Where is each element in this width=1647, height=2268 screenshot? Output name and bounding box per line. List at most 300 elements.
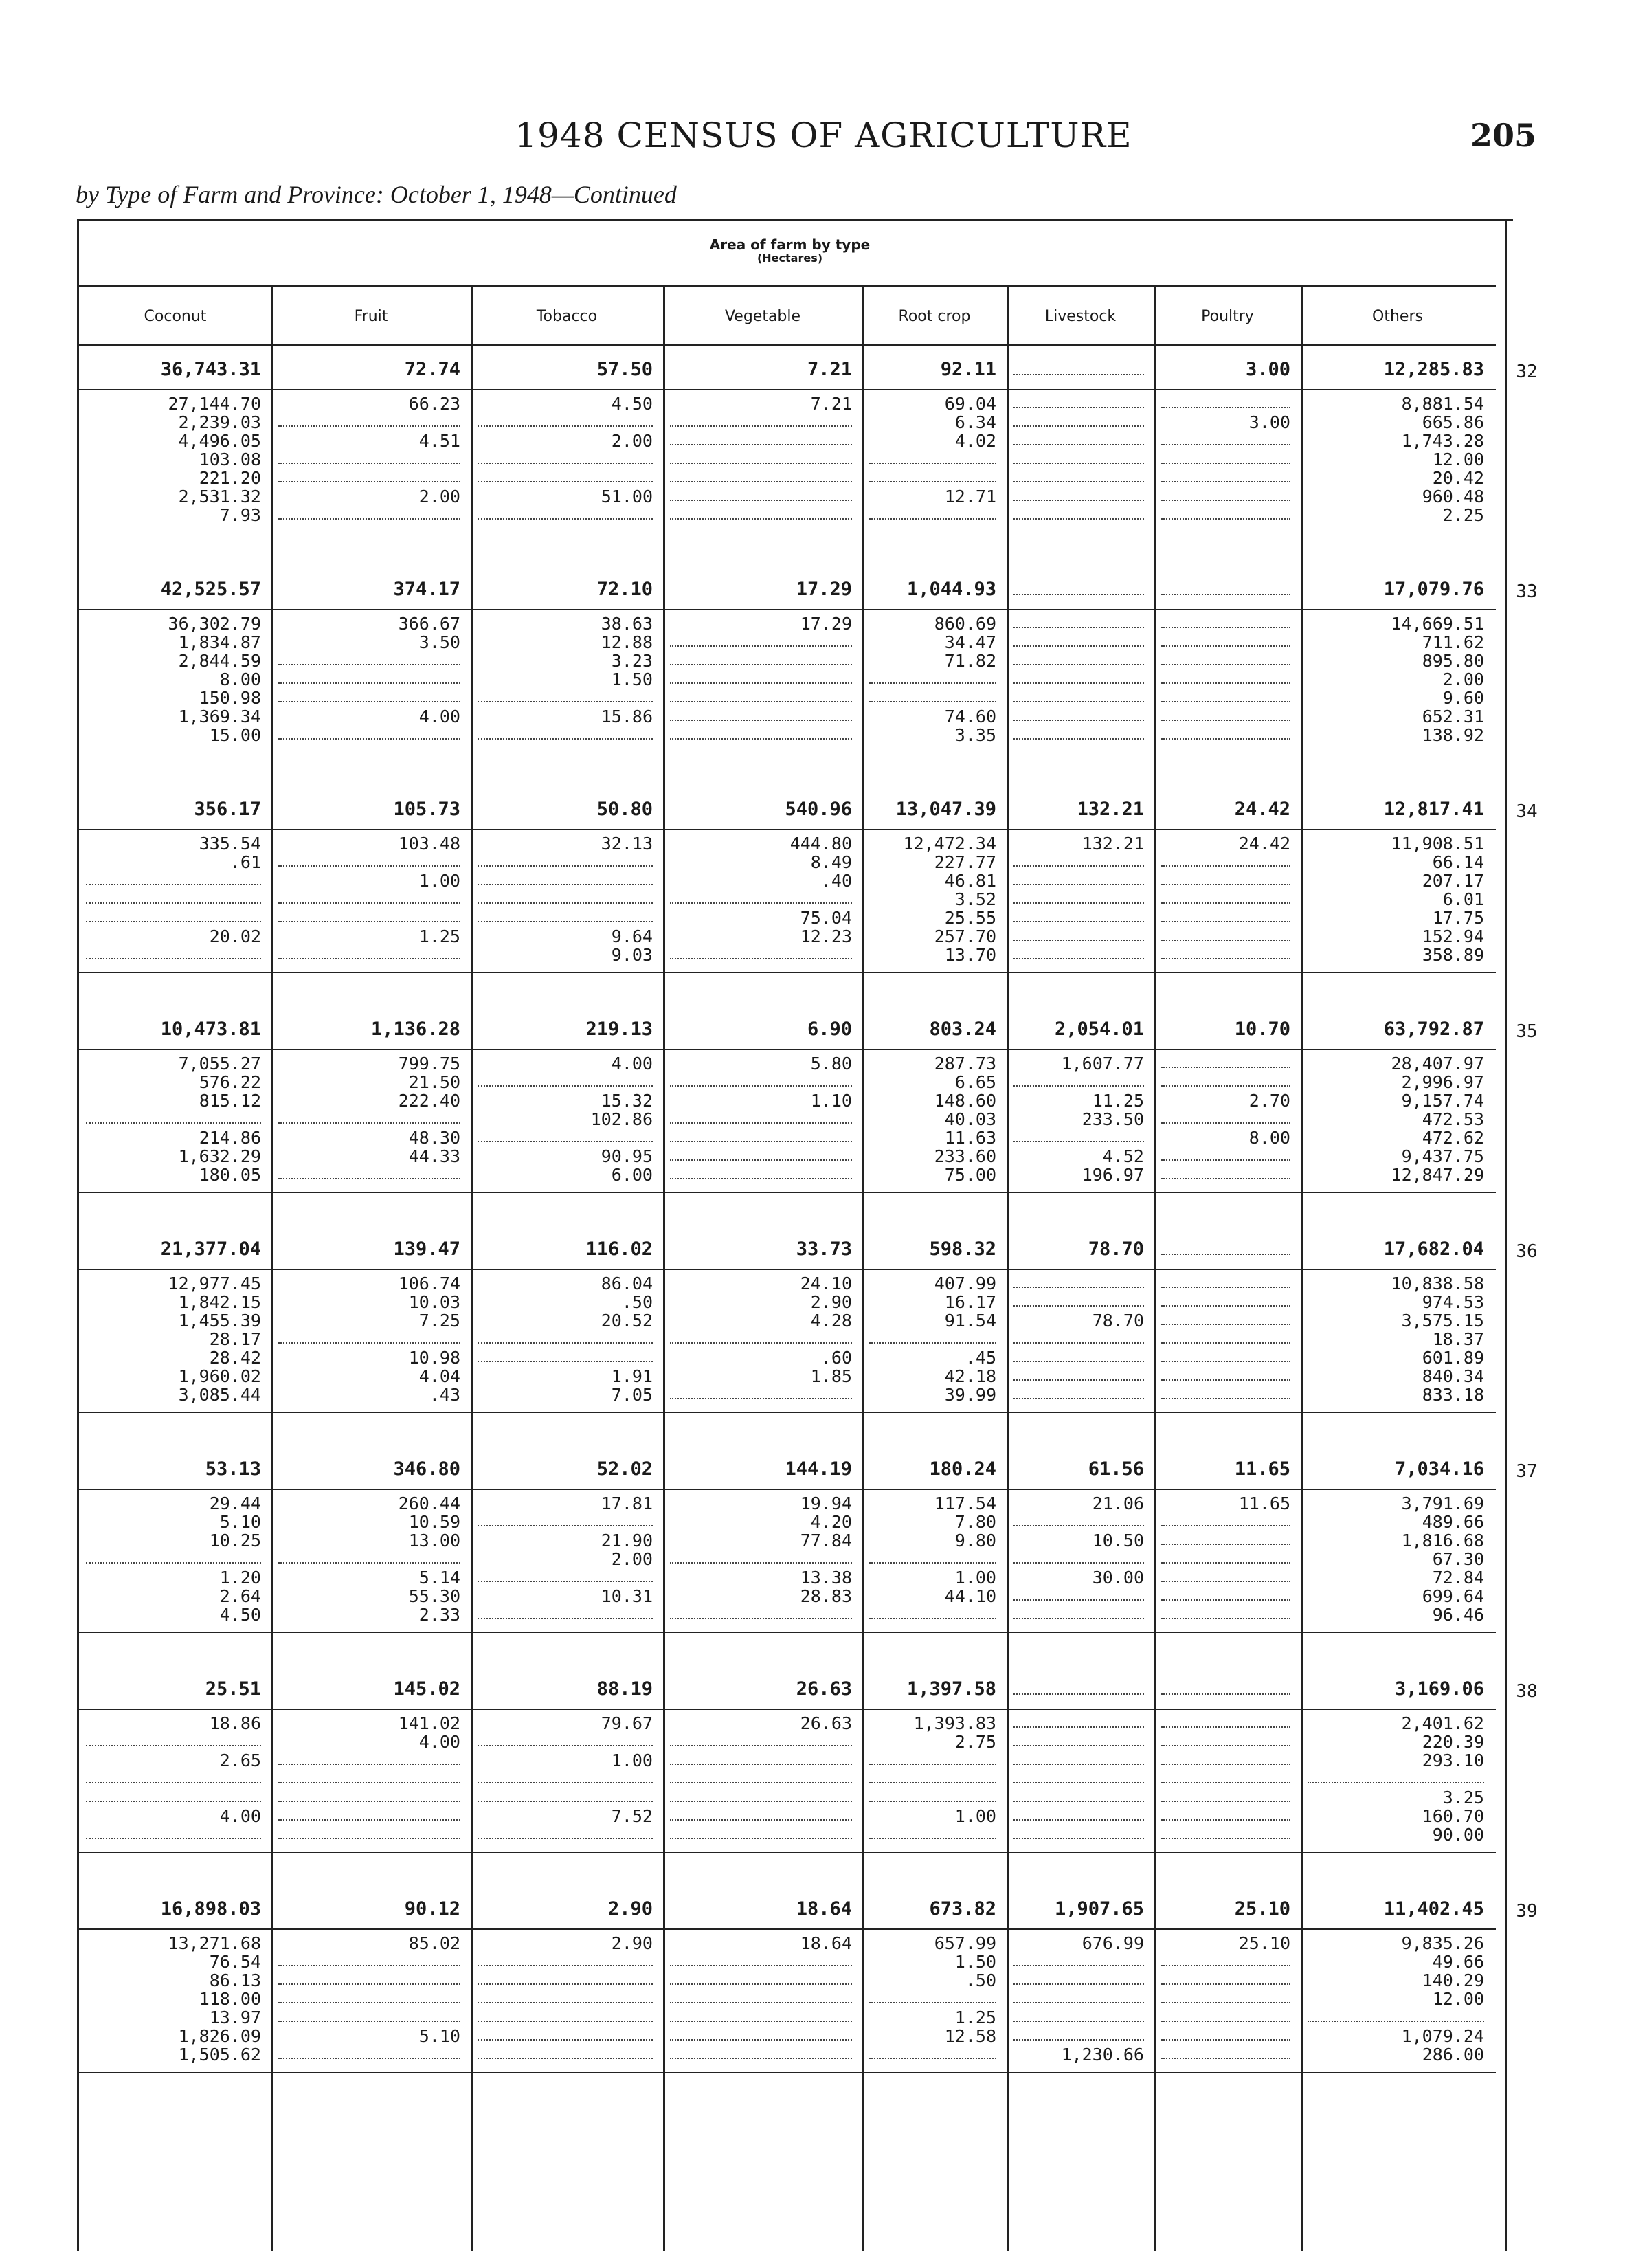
- empty-cell: [478, 2027, 653, 2041]
- table-cell: 711.62: [1422, 632, 1484, 652]
- empty-cell: [1161, 581, 1290, 595]
- total-cell: 12,817.41: [1383, 799, 1484, 820]
- total-cell: 16,898.03: [160, 1898, 261, 1920]
- empty-cell: [670, 726, 852, 740]
- empty-cell: [478, 506, 653, 520]
- empty-cell: [1013, 413, 1144, 427]
- empty-cell: [1161, 1587, 1290, 1601]
- empty-cell: [1013, 1293, 1144, 1307]
- total-rule: [77, 1049, 1496, 1050]
- table-cell: 132.21: [1082, 834, 1144, 854]
- empty-cell: [670, 432, 852, 445]
- empty-cell: [1013, 1513, 1144, 1526]
- empty-cell: [869, 1330, 996, 1344]
- table-cell: 3.52: [954, 889, 996, 909]
- total-cell: 219.13: [585, 1019, 653, 1040]
- table-cell: 17.81: [601, 1493, 653, 1513]
- table-cell: 7.05: [611, 1385, 653, 1405]
- empty-cell: [1013, 1587, 1144, 1601]
- table-cell: 38.63: [601, 614, 653, 634]
- total-rule: [77, 1489, 1496, 1490]
- empty-cell: [1013, 581, 1144, 595]
- table-cell: 102.86: [590, 1109, 653, 1129]
- empty-cell: [478, 450, 653, 464]
- table-cell: 44.33: [408, 1146, 460, 1166]
- empty-cell: [1013, 1367, 1144, 1381]
- total-cell: 61.56: [1088, 1458, 1144, 1480]
- empty-cell: [478, 1568, 653, 1582]
- table-cell: 78.70: [1092, 1311, 1144, 1331]
- empty-cell: [1013, 890, 1144, 904]
- table-cell: 140.29: [1422, 1970, 1484, 1990]
- empty-cell: [1161, 1681, 1290, 1695]
- group-header-label: Area of farm by type: [709, 236, 871, 253]
- table-cell: 66.14: [1432, 852, 1484, 872]
- table-cell: 21.06: [1092, 1493, 1144, 1513]
- empty-cell: [670, 1605, 852, 1619]
- empty-cell: [869, 1825, 996, 1839]
- empty-cell: [1013, 1751, 1144, 1765]
- empty-cell: [670, 1990, 852, 2003]
- empty-cell: [1161, 1825, 1290, 1839]
- table-cell: 366.67: [398, 614, 460, 634]
- empty-cell: [1013, 726, 1144, 740]
- table-cell: 2.00: [611, 431, 653, 451]
- table-cell: 8.00: [219, 669, 261, 689]
- empty-cell: [1161, 394, 1290, 408]
- table-cell: 4.51: [418, 431, 460, 451]
- column-header: Fruit: [354, 307, 388, 325]
- empty-cell: [1161, 1147, 1290, 1161]
- empty-cell: [478, 1971, 653, 1985]
- table-cell: .45: [965, 1348, 996, 1368]
- table-cell: 55.30: [408, 1586, 460, 1606]
- empty-cell: [478, 413, 653, 427]
- table-cell: 1,505.62: [178, 2045, 261, 2065]
- column-header-rule: [77, 344, 1496, 346]
- table-cell: 25.55: [944, 908, 996, 928]
- empty-cell: [478, 2008, 653, 2022]
- table-cell: 4.04: [418, 1366, 460, 1386]
- table-cell: 15.32: [601, 1091, 653, 1111]
- empty-cell: [670, 487, 852, 501]
- table-cell: 9.60: [1442, 688, 1484, 708]
- empty-cell: [1013, 1953, 1144, 1966]
- table-cell: 1,960.02: [178, 1366, 261, 1386]
- empty-cell: [1013, 652, 1144, 665]
- table-cell: 2,531.32: [178, 487, 261, 507]
- table-cell: 7.21: [810, 394, 852, 414]
- empty-cell: [278, 890, 460, 904]
- empty-cell: [1013, 1386, 1144, 1399]
- empty-cell: [478, 1733, 653, 1746]
- empty-cell: [869, 689, 996, 702]
- empty-cell: [1161, 432, 1290, 445]
- empty-cell: [670, 450, 852, 464]
- table-cell: 96.46: [1432, 1605, 1484, 1625]
- table-cell: 2.00: [418, 487, 460, 507]
- empty-cell: [1161, 1330, 1290, 1344]
- table-cell: 5.10: [418, 2026, 460, 2046]
- line-number: 37: [1516, 1461, 1538, 1482]
- total-cell: 17,079.76: [1383, 579, 1484, 600]
- table-cell: 1.20: [219, 1568, 261, 1588]
- table-cell: 9.64: [611, 926, 653, 946]
- empty-cell: [478, 1348, 653, 1362]
- empty-cell: [1013, 614, 1144, 628]
- table-cell: 358.89: [1422, 945, 1484, 965]
- empty-cell: [278, 726, 460, 740]
- table-cell: 2.25: [1442, 505, 1484, 525]
- table-cell: 5.14: [418, 1568, 460, 1588]
- table-cell: 1.50: [611, 669, 653, 689]
- group-header: [77, 237, 1503, 265]
- total-rule: [77, 609, 1496, 610]
- total-cell: 12,285.83: [1383, 359, 1484, 380]
- empty-cell: [478, 469, 653, 482]
- table-cell: 138.92: [1422, 725, 1484, 745]
- table-cell: 7.80: [954, 1512, 996, 1532]
- empty-cell: [278, 689, 460, 702]
- table-cell: 86.13: [209, 1970, 261, 1990]
- empty-cell: [1161, 1990, 1290, 2003]
- empty-cell: [1161, 1348, 1290, 1362]
- empty-cell: [670, 1166, 852, 1179]
- empty-cell: [478, 726, 653, 740]
- table-cell: 10.03: [408, 1292, 460, 1312]
- table-cell: 293.10: [1422, 1750, 1484, 1770]
- table-cell: 974.53: [1422, 1292, 1484, 1312]
- column-rule: [663, 285, 665, 2251]
- total-cell: 598.32: [929, 1238, 996, 1260]
- empty-cell: [869, 450, 996, 464]
- table-cell: 2.70: [1248, 1091, 1290, 1111]
- line-number: 36: [1516, 1241, 1538, 1262]
- table-cell: 150.98: [199, 688, 261, 708]
- empty-cell: [1013, 1788, 1144, 1802]
- empty-cell: [1013, 689, 1144, 702]
- empty-cell: [1013, 2027, 1144, 2041]
- empty-cell: [278, 506, 460, 520]
- table-cell: 34.47: [944, 632, 996, 652]
- total-cell: 52.02: [596, 1458, 653, 1480]
- empty-cell: [670, 670, 852, 684]
- table-cell: 4.50: [611, 394, 653, 414]
- table-cell: 1,842.15: [178, 1292, 261, 1312]
- table-cell: 2.64: [219, 1586, 261, 1606]
- table-cell: 2.90: [810, 1292, 852, 1312]
- table-cell: 21.90: [601, 1531, 653, 1550]
- empty-cell: [1161, 1513, 1290, 1526]
- table-cell: 2.65: [219, 1750, 261, 1770]
- table-top-rule: [77, 219, 1513, 221]
- empty-cell: [1161, 689, 1290, 702]
- empty-cell: [1161, 1367, 1290, 1381]
- total-cell: 11,402.45: [1383, 1898, 1484, 1920]
- empty-cell: [1161, 707, 1290, 721]
- empty-cell: [1308, 1770, 1484, 1783]
- table-cell: 657.99: [934, 1933, 996, 1953]
- empty-cell: [670, 1073, 852, 1087]
- table-cell: 51.00: [601, 487, 653, 507]
- table-cell: 444.80: [789, 834, 852, 854]
- table-cell: 5.10: [219, 1512, 261, 1532]
- empty-cell: [478, 1073, 653, 1087]
- empty-cell: [478, 1513, 653, 1526]
- table-cell: 6.01: [1442, 889, 1484, 909]
- table-cell: 1.25: [418, 926, 460, 946]
- table-cell: 2,239.03: [178, 412, 261, 432]
- column-header: Coconut: [144, 307, 207, 325]
- total-cell: 36,743.31: [160, 359, 261, 380]
- empty-cell: [670, 1110, 852, 1124]
- empty-cell: [278, 2008, 460, 2022]
- total-cell: 1,397.58: [906, 1678, 996, 1700]
- line-number: 35: [1516, 1021, 1538, 1042]
- empty-cell: [869, 469, 996, 482]
- table-cell: 221.20: [199, 468, 261, 488]
- total-cell: 346.80: [393, 1458, 460, 1480]
- total-rule: [77, 1709, 1496, 1710]
- table-cell: 652.31: [1422, 707, 1484, 726]
- empty-cell: [670, 1550, 852, 1564]
- total-cell: 90.12: [404, 1898, 460, 1920]
- empty-cell: [1161, 1714, 1290, 1728]
- empty-cell: [670, 652, 852, 665]
- table-cell: .50: [965, 1970, 996, 1990]
- column-rule: [1154, 285, 1156, 2251]
- block-rule: [77, 1412, 1496, 1413]
- empty-cell: [1161, 1531, 1290, 1545]
- total-cell: 7.21: [807, 359, 852, 380]
- table-cell: 12,977.45: [168, 1274, 261, 1293]
- table-cell: 20.42: [1432, 468, 1484, 488]
- table-cell: 1,632.29: [178, 1146, 261, 1166]
- empty-cell: [1161, 1751, 1290, 1765]
- table-cell: 9.80: [954, 1531, 996, 1550]
- total-cell: 116.02: [585, 1238, 653, 1260]
- table-cell: 4,496.05: [178, 431, 261, 451]
- block-rule: [77, 2072, 1496, 2073]
- total-cell: 7,034.16: [1394, 1458, 1484, 1480]
- empty-cell: [670, 633, 852, 647]
- empty-cell: [869, 1550, 996, 1564]
- table-cell: 1,393.83: [913, 1713, 996, 1733]
- table-cell: 1.00: [954, 1806, 996, 1826]
- total-cell: 374.17: [393, 579, 460, 600]
- table-cell: 28.42: [209, 1348, 261, 1368]
- table-cell: 2.90: [611, 1933, 653, 1953]
- table-cell: 860.69: [934, 614, 996, 634]
- total-cell: 57.50: [596, 359, 653, 380]
- empty-cell: [1161, 927, 1290, 941]
- empty-cell: [670, 1330, 852, 1344]
- empty-cell: [1161, 1788, 1290, 1802]
- empty-cell: [1161, 1311, 1290, 1325]
- empty-cell: [1161, 633, 1290, 647]
- table-cell: 14,669.51: [1391, 614, 1484, 634]
- empty-cell: [1013, 853, 1144, 867]
- table-cell: 10.31: [601, 1586, 653, 1606]
- table-cell: 75.00: [944, 1165, 996, 1185]
- empty-cell: [86, 890, 261, 904]
- table-cell: 1,455.39: [178, 1311, 261, 1331]
- table-cell: 2.33: [418, 1605, 460, 1625]
- table-cell: 665.86: [1422, 412, 1484, 432]
- empty-cell: [670, 1147, 852, 1161]
- table-cell: 11.65: [1238, 1493, 1290, 1513]
- table-cell: 489.66: [1422, 1512, 1484, 1532]
- table-cell: 260.44: [398, 1493, 460, 1513]
- table-cell: 1,816.68: [1401, 1531, 1484, 1550]
- table-cell: 699.64: [1422, 1586, 1484, 1606]
- table-cell: .60: [820, 1348, 852, 1368]
- table-cell: 676.99: [1082, 1933, 1144, 1953]
- table-cell: 4.02: [954, 431, 996, 451]
- empty-cell: [869, 1605, 996, 1619]
- total-cell: 11.65: [1234, 1458, 1290, 1480]
- empty-cell: [1013, 1605, 1144, 1619]
- total-cell: 2.90: [607, 1898, 653, 1920]
- table-cell: 257.70: [934, 926, 996, 946]
- table-cell: 472.53: [1422, 1109, 1484, 1129]
- empty-cell: [670, 1788, 852, 1802]
- group-header-rule: [77, 285, 1496, 287]
- empty-cell: [1013, 487, 1144, 501]
- empty-cell: [1013, 1681, 1144, 1695]
- empty-cell: [1161, 1568, 1290, 1582]
- table-cell: 46.81: [944, 871, 996, 891]
- table-cell: 12,472.34: [903, 834, 996, 854]
- table-subtitle: by Type of Farm and Province: October 1, 1948—Continued: [76, 181, 677, 208]
- total-cell: 145.02: [393, 1678, 460, 1700]
- empty-cell: [1013, 1770, 1144, 1783]
- table-cell: 29.44: [209, 1493, 261, 1513]
- table-cell: 233.60: [934, 1146, 996, 1166]
- empty-cell: [670, 689, 852, 702]
- table-cell: 1.85: [810, 1366, 852, 1386]
- table-cell: 960.48: [1422, 487, 1484, 507]
- table-cell: 42.18: [944, 1366, 996, 1386]
- empty-cell: [278, 909, 460, 922]
- table-cell: 601.89: [1422, 1348, 1484, 1368]
- table-cell: 5.80: [810, 1054, 852, 1074]
- table-cell: 222.40: [398, 1091, 460, 1111]
- table-cell: 26.63: [800, 1713, 852, 1733]
- table-cell: 4.20: [810, 1512, 852, 1532]
- table-cell: 13.70: [944, 945, 996, 965]
- total-cell: 18.64: [796, 1898, 852, 1920]
- empty-cell: [1161, 2008, 1290, 2022]
- table-cell: 214.86: [199, 1128, 261, 1148]
- empty-cell: [1161, 2045, 1290, 2059]
- empty-cell: [1013, 707, 1144, 721]
- line-number: 33: [1516, 581, 1538, 602]
- empty-cell: [1013, 1714, 1144, 1728]
- table-cell: 833.18: [1422, 1385, 1484, 1405]
- table-cell: 2.00: [1442, 669, 1484, 689]
- empty-cell: [86, 946, 261, 959]
- table-cell: 13.38: [800, 1568, 852, 1588]
- table-cell: 3.25: [1442, 1788, 1484, 1808]
- empty-cell: [869, 1990, 996, 2003]
- total-cell: 1,136.28: [370, 1019, 460, 1040]
- table-cell: 6.65: [954, 1072, 996, 1092]
- total-cell: 13,047.39: [895, 799, 996, 820]
- empty-cell: [1161, 450, 1290, 464]
- table-cell: 1,834.87: [178, 632, 261, 652]
- line-number-rule: [1505, 219, 1507, 2251]
- empty-cell: [670, 2045, 852, 2059]
- total-cell: 1,907.65: [1054, 1898, 1144, 1920]
- table-cell: 799.75: [398, 1054, 460, 1074]
- empty-cell: [670, 1807, 852, 1821]
- empty-cell: [1013, 1971, 1144, 1985]
- table-cell: 24.42: [1238, 834, 1290, 854]
- table-cell: 1,079.24: [1401, 2026, 1484, 2046]
- empty-cell: [1161, 1807, 1290, 1821]
- empty-cell: [1161, 1733, 1290, 1746]
- table-cell: 10.59: [408, 1512, 460, 1532]
- empty-cell: [86, 1110, 261, 1124]
- empty-cell: [1013, 469, 1144, 482]
- empty-cell: [1013, 1825, 1144, 1839]
- empty-cell: [478, 1605, 653, 1619]
- empty-cell: [869, 1770, 996, 1783]
- table-cell: 17.29: [800, 614, 852, 634]
- empty-cell: [278, 1807, 460, 1821]
- empty-cell: [278, 1770, 460, 1783]
- total-cell: 6.90: [807, 1019, 852, 1040]
- empty-cell: [478, 1788, 653, 1802]
- table-cell: 2.75: [954, 1732, 996, 1752]
- table-cell: 3.35: [954, 725, 996, 745]
- table-cell: 117.54: [934, 1493, 996, 1513]
- table-cell: 11.63: [944, 1128, 996, 1148]
- total-cell: 356.17: [194, 799, 261, 820]
- table-cell: 9.03: [611, 945, 653, 965]
- empty-cell: [869, 2045, 996, 2059]
- empty-cell: [670, 1953, 852, 1966]
- table-cell: 86.04: [601, 1274, 653, 1293]
- table-cell: 12.23: [800, 926, 852, 946]
- empty-cell: [1013, 871, 1144, 885]
- total-rule: [77, 1928, 1496, 1930]
- empty-cell: [1013, 927, 1144, 941]
- table-cell: 1.00: [954, 1568, 996, 1588]
- empty-cell: [278, 413, 460, 427]
- empty-cell: [1161, 1293, 1290, 1307]
- empty-cell: [670, 1129, 852, 1142]
- empty-cell: [86, 1733, 261, 1746]
- empty-cell: [278, 469, 460, 482]
- table-cell: 815.12: [199, 1091, 261, 1111]
- table-cell: 7,055.27: [178, 1054, 261, 1074]
- total-rule: [77, 1269, 1496, 1270]
- table-cell: 11.25: [1092, 1091, 1144, 1111]
- empty-cell: [869, 1788, 996, 1802]
- empty-cell: [478, 2045, 653, 2059]
- empty-cell: [1161, 670, 1290, 684]
- empty-cell: [1161, 1550, 1290, 1564]
- table-cell: 335.54: [199, 834, 261, 854]
- table-cell: 32.13: [601, 834, 653, 854]
- table-cell: 15.00: [209, 725, 261, 745]
- table-cell: 28.17: [209, 1329, 261, 1349]
- total-cell: 26.63: [796, 1678, 852, 1700]
- table-cell: 4.50: [219, 1605, 261, 1625]
- column-header: Others: [1372, 307, 1423, 325]
